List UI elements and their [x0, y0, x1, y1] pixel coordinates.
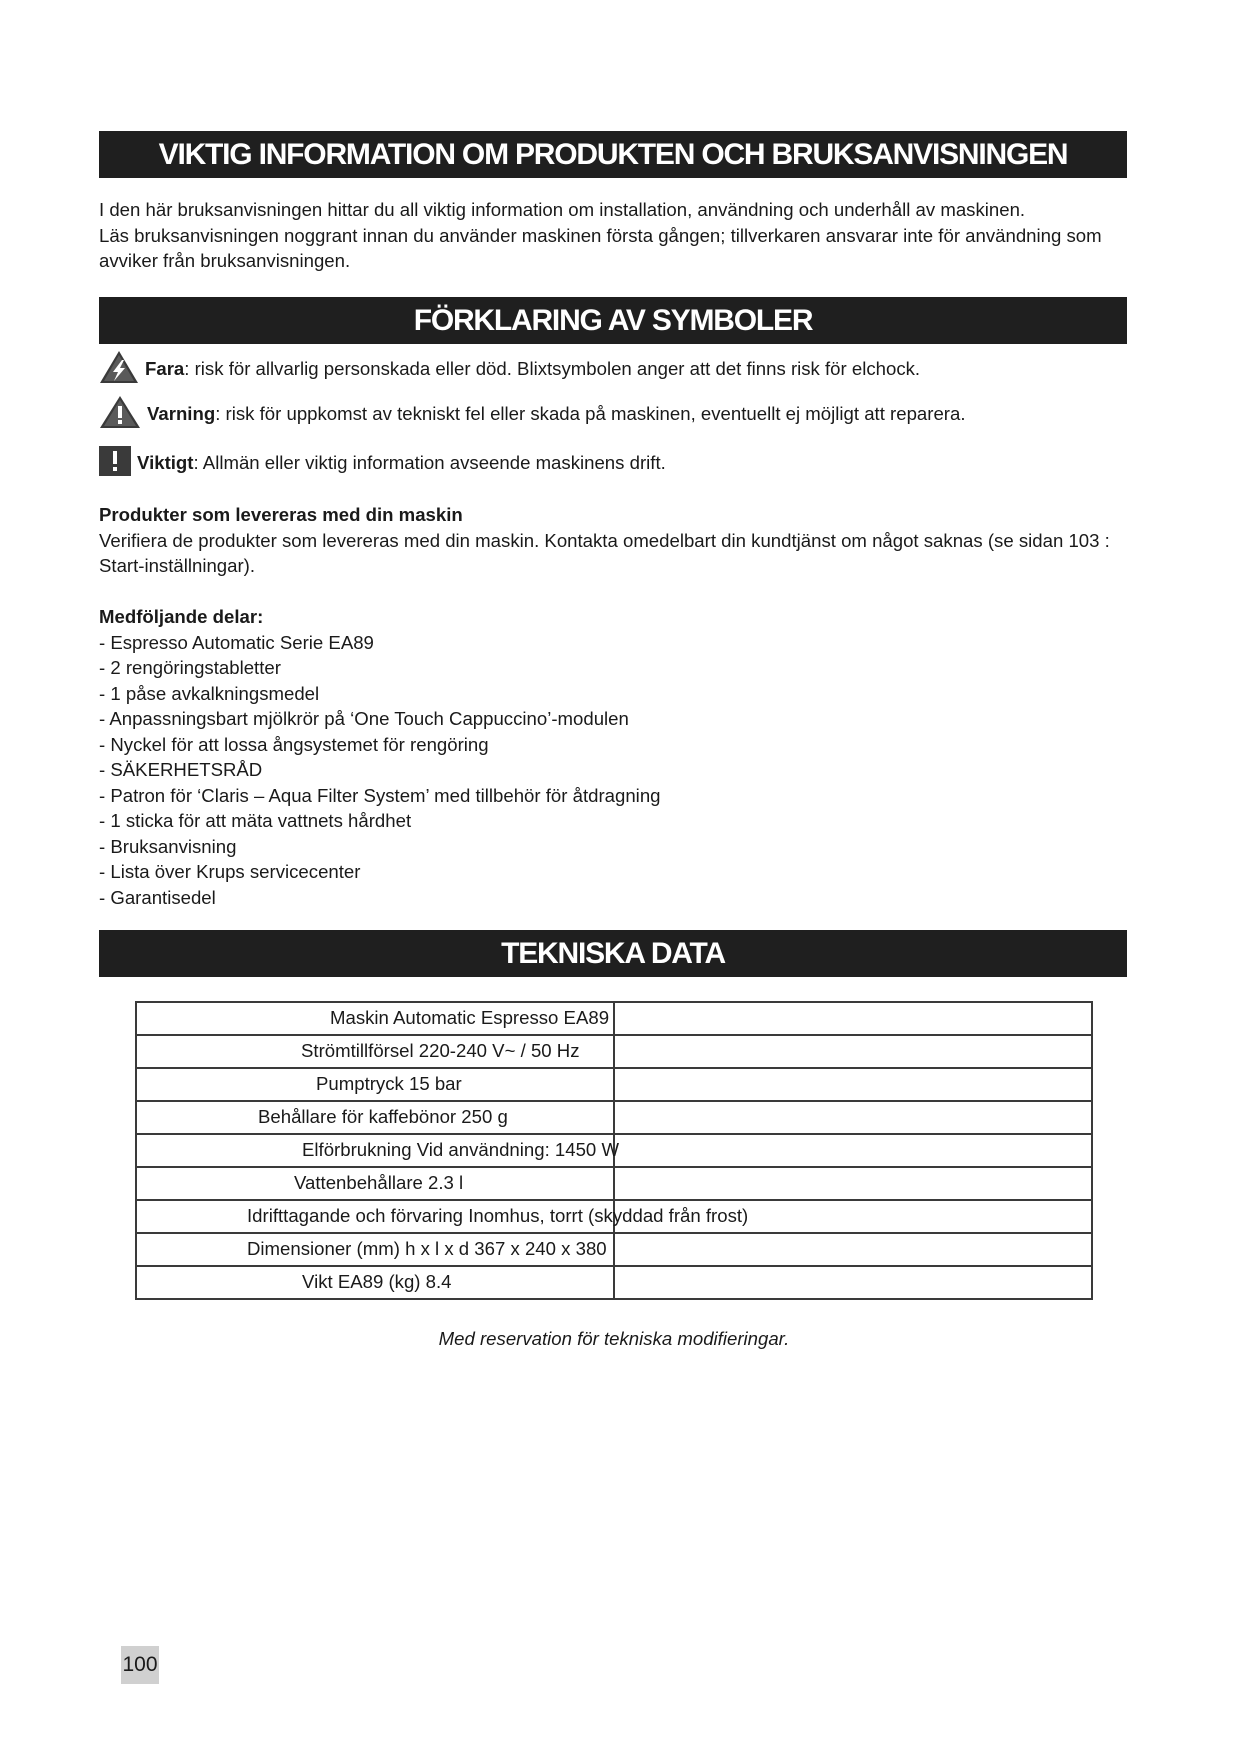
- symbol-row-important: [99, 445, 666, 481]
- table-row: [136, 1101, 1092, 1134]
- table-row: [136, 1134, 1092, 1167]
- tech-data-table: [135, 1001, 1093, 1300]
- products-heading: Produkter som levereras med din maskin: [99, 504, 463, 525]
- table-row: [136, 1035, 1092, 1068]
- table-row: [136, 1266, 1092, 1299]
- tech-row-text: Elförbrukning Vid användning: 1450 W: [302, 1139, 619, 1160]
- table-row: [136, 1233, 1092, 1266]
- symbol-label-danger: Fara: [145, 358, 185, 379]
- list-item: - Garantisedel: [99, 886, 216, 908]
- section-title-tech-data: TEKNISKA DATA: [99, 930, 1127, 977]
- tech-row-text: Strömtillförsel 220-240 V~ / 50 Hz: [301, 1040, 580, 1061]
- exclamation-box-icon: [99, 446, 131, 481]
- symbol-text-important: : Allmän eller viktig information avseende maskinens drift.: [193, 452, 666, 473]
- list-item: - Espresso Automatic Serie EA89: [99, 631, 374, 653]
- list-item: - 1 sticka för att mäta vattnets hårdhet: [99, 810, 412, 831]
- table-row: [136, 1200, 1092, 1233]
- products-block: [99, 502, 1129, 579]
- tech-caption: Med reservation för tekniska modifieringar.: [438, 1328, 790, 1349]
- table-row: [136, 1002, 1092, 1035]
- table-row: [136, 1068, 1092, 1101]
- section-title-symbols: FÖRKLARING AV SYMBOLER: [99, 297, 1127, 344]
- symbol-label-warning: Varning: [147, 403, 216, 424]
- tech-row-text: Maskin Automatic Espresso EA89: [330, 1007, 610, 1028]
- list-item: - Anpassningsbart mjölkrör på ‘One Touch Cappuccino’-modulen: [99, 708, 629, 729]
- symbol-text-danger: : risk för allvarlig personskada eller död. Blixtsymbolen anger att det finns risk för elchock.: [184, 358, 921, 379]
- section-title-important-info: VIKTIG INFORMATION OM PRODUKTEN OCH BRUKSANVISNINGEN: [99, 131, 1127, 178]
- parts-block: [99, 604, 1129, 910]
- list-item: - Bruksanvisning: [99, 835, 237, 857]
- intro-paragraph: [99, 197, 1129, 274]
- list-item: - 2 rengöringstabletter: [99, 657, 281, 678]
- intro-line-1: I den här bruksanvisningen hittar du all viktig information om installation, användning och underhåll av maskinen.: [99, 199, 1026, 220]
- symbol-row-warning: [99, 396, 966, 432]
- tech-row-text: Behållare för kaffebönor 250 g: [258, 1106, 508, 1127]
- intro-line-2: Läs bruksanvisningen noggrant innan du använder maskinen första gången; tillverkaren ansvarar inte för användning som avviker från bruksanvisningen.: [99, 224, 1102, 271]
- list-item: - Patron för ‘Claris – Aqua Filter System’ med tillbehör för åtdragning: [99, 784, 661, 806]
- list-item: - Nyckel för att lossa ångsystemet för rengöring: [99, 733, 489, 755]
- parts-heading: Medföljande delar:: [99, 606, 264, 627]
- tech-row-text: Dimensioner (mm) h x l x d 367 x 240 x 380: [247, 1238, 607, 1259]
- symbol-text-warning: : risk för uppkomst av tekniskt fel eller skada på maskinen, eventuellt ej möjligt att reparera.: [215, 403, 966, 424]
- tech-row-text: Pumptryck 15 bar: [316, 1073, 462, 1094]
- list-item: - SÄKERHETSRÅD: [99, 759, 263, 780]
- tech-row-text: Vattenbehållare 2.3 l: [294, 1172, 464, 1193]
- danger-lightning-triangle-icon: [99, 350, 139, 389]
- page-number: 100: [121, 1646, 159, 1684]
- table-row: [136, 1167, 1092, 1200]
- products-text: Verifiera de produkter som levereras med din maskin. Kontakta omedelbart din kundtjänst om något saknas (se sidan 103 : Start-inställningar).: [99, 529, 1110, 576]
- symbol-label-important: Viktigt: [137, 452, 194, 473]
- list-item: - Lista över Krups servicecenter: [99, 861, 361, 882]
- list-item: - 1 påse avkalkningsmedel: [99, 682, 320, 704]
- tech-row-text: Vikt EA89 (kg) 8.4: [302, 1271, 452, 1292]
- tech-row-text: Idrifttagande och förvaring Inomhus, torrt (skyddad från frost): [247, 1205, 749, 1226]
- warning-triangle-icon: [99, 395, 141, 434]
- symbol-row-danger: [99, 351, 920, 387]
